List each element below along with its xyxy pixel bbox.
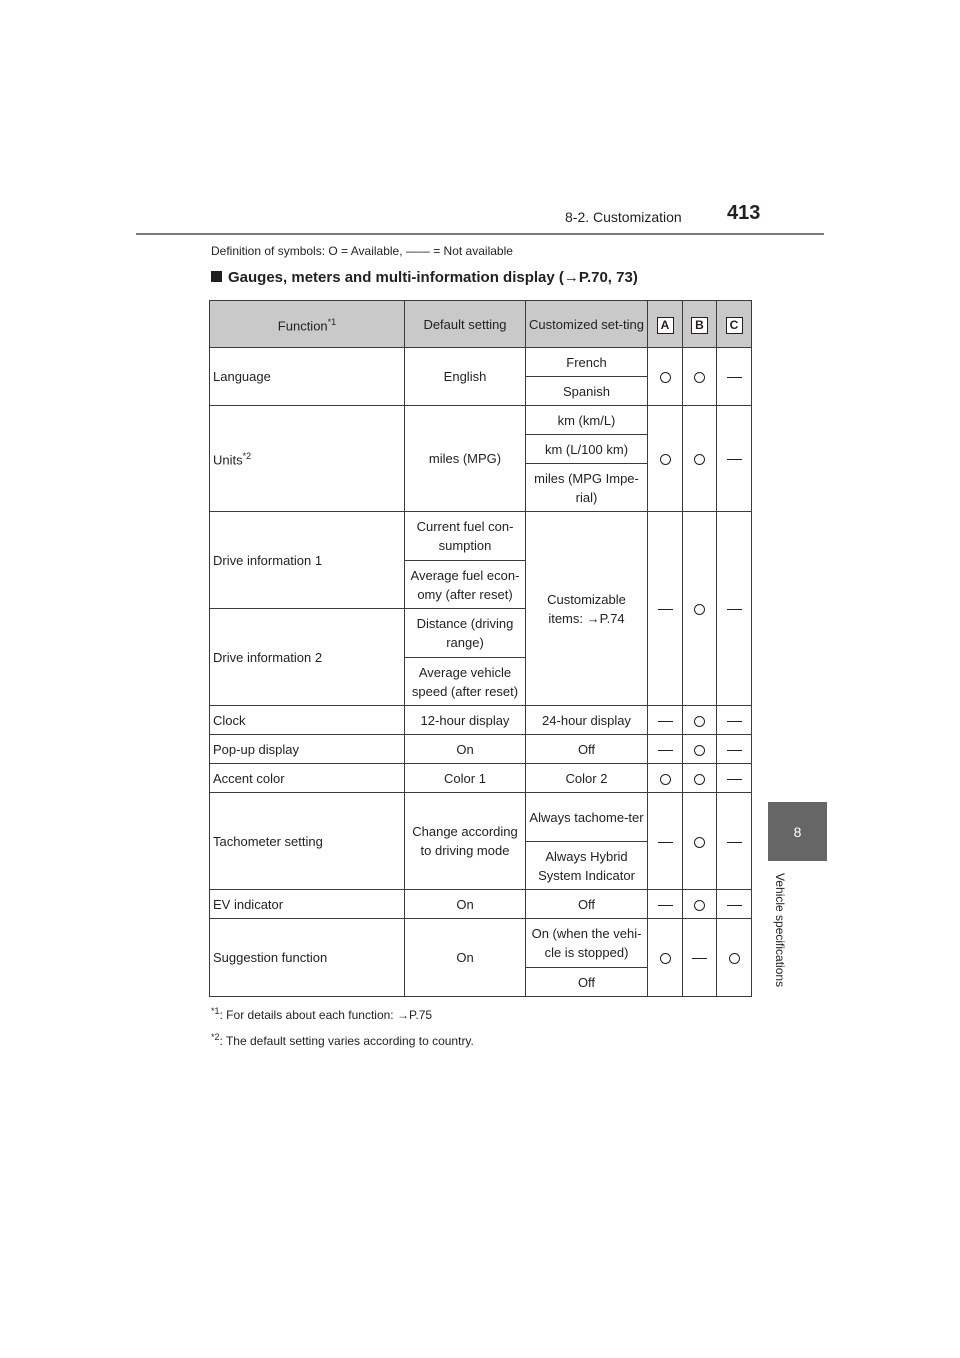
header-col-a: A [648,301,683,348]
chapter-title-vertical [770,873,790,1013]
row-default: On [405,919,526,997]
page-number: 413 [727,202,761,224]
row-default: Color 1 [405,764,526,793]
row-default: Average fuel econ-omy (after reset) [405,561,526,609]
row-default: On [405,890,526,919]
not-available-icon [658,721,673,722]
row-function: EV indicator [210,890,405,919]
available-icon [694,774,705,785]
available-icon [660,953,671,964]
row-function: Clock [210,706,405,735]
available-icon [694,716,705,727]
not-available-icon [727,377,742,378]
row-custom: km (km/L) [526,406,648,435]
not-available-icon [658,750,673,751]
row-function: Drive information 2 [210,609,405,706]
table-row [210,406,752,435]
row-custom: miles (MPG Impe-rial) [526,464,648,512]
table-row [210,512,752,561]
section-heading-text: Gauges, meters and multi-information display (→P.70, 73) [228,269,638,286]
available-icon [694,372,705,383]
header-function: Function$^{*1}$ [210,301,405,348]
row-function: Tachometer setting [210,793,405,890]
row-function: Language [210,348,405,406]
header-col-b: B [683,301,717,348]
row-default: Change according to driving mode [405,793,526,890]
not-available-icon [692,958,707,959]
available-icon [694,604,705,615]
table-row [210,706,752,735]
not-available-icon [727,750,742,751]
header-customized: Customized set-ting [526,301,648,348]
row-default: English [405,348,526,406]
row-custom: On (when the vehi-cle is stopped) [526,919,648,968]
square-bullet-icon [211,271,222,282]
header-default: Default setting [405,301,526,348]
row-custom: French [526,348,648,377]
row-custom: Off [526,890,648,919]
not-available-icon [727,459,742,460]
not-available-icon [658,842,673,843]
row-default: miles (MPG) [405,406,526,512]
header-col-c: C [717,301,752,348]
not-available-icon [727,905,742,906]
available-icon [694,745,705,756]
table-row [210,348,752,377]
chapter-tab[interactable] [768,802,827,861]
row-function: Accent color [210,764,405,793]
footnote-1: $^{*1}$: For details about each function: →P.75 [211,1006,433,1022]
not-available-icon [727,779,742,780]
table-row [210,764,752,793]
chapter-title: Vehicle specifications [773,873,787,988]
header-section-title: 8-2. Customization [565,209,682,225]
section-heading [211,269,638,286]
row-custom: Off [526,735,648,764]
row-custom: Color 2 [526,764,648,793]
not-available-icon [658,609,673,610]
available-icon [694,454,705,465]
row-custom: Spanish [526,377,648,406]
available-icon [729,953,740,964]
row-custom: 24-hour display [526,706,648,735]
row-function: Pop-up display [210,735,405,764]
row-function: Suggestion function [210,919,405,997]
row-custom: km (L/100 km) [526,435,648,464]
row-custom: Customizable items: →P.74 [526,512,648,706]
chapter-number: 8 [793,823,802,840]
table-row [210,890,752,919]
row-custom: Off [526,968,648,997]
available-icon [694,837,705,848]
customization-table [209,300,752,997]
available-icon [660,454,671,465]
table-row [210,919,752,968]
header-divider [136,233,824,235]
symbol-definition: Definition of symbols: O = Available, —— = Not available [211,244,513,258]
row-function: Units$^{*2}$ [210,406,405,512]
row-custom: Always Hybrid System Indicator [526,842,648,890]
row-custom: Always tachome-ter [526,793,648,842]
table-row [210,735,752,764]
row-default: 12-hour display [405,706,526,735]
available-icon [660,372,671,383]
not-available-icon [727,609,742,610]
table-row [210,793,752,842]
not-available-icon [658,905,673,906]
table-header-row [210,301,752,348]
row-default: On [405,735,526,764]
row-default: Distance (driving range) [405,609,526,658]
available-icon [660,774,671,785]
not-available-icon [727,721,742,722]
row-default: Current fuel con-sumption [405,512,526,561]
row-function: Drive information 1 [210,512,405,609]
not-available-icon [727,842,742,843]
available-icon [694,900,705,911]
footnote-2: $^{*2}$: The default setting varies according to country. [211,1032,474,1048]
row-default: Average vehicle speed (after reset) [405,658,526,706]
